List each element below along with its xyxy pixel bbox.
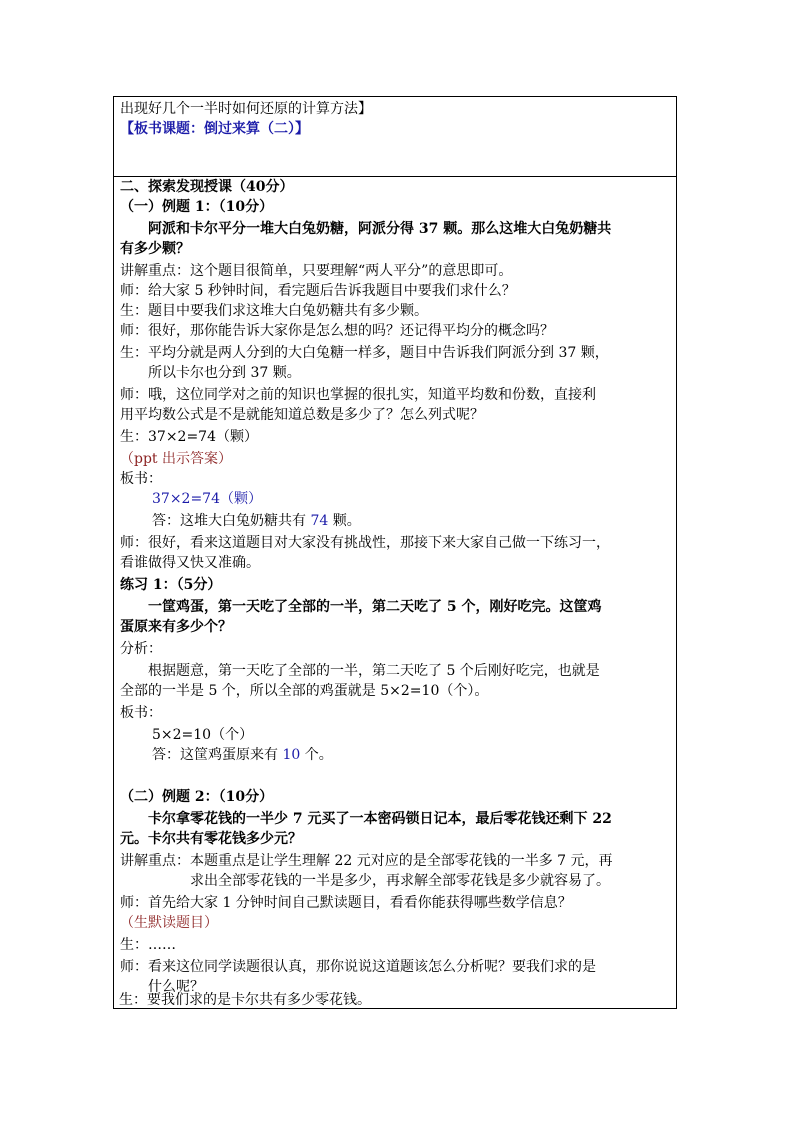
section-heading: 二、探索发现授课（40分） [120, 179, 294, 195]
example1-board-formula: 37×2=74（颗） [152, 491, 262, 507]
example2-problem-line1: 卡尔拿零花钱的一半少 7 元买了一本密码锁日记本，最后零花钱还剩下 22 [148, 811, 612, 827]
example1-problem-line2: 有多少颗？ [120, 241, 190, 257]
example2-heading: （二）例题 2：（10分） [120, 789, 274, 805]
example2-silent-read-note: （生默读题目） [120, 915, 218, 931]
exercise1-board-label: 板书： [120, 705, 162, 721]
example1-teacher-4-line1: 师：很好，看来这道题目对大家没有挑战性，那接下来大家自己做一下练习一， [120, 535, 610, 551]
example1-student-2-line1: 生：平均分就是两人分到的大白兔糖一样多，题目中告诉我们阿派分到 37 颗， [120, 345, 609, 361]
example1-teacher-2: 师：很好，那你能告诉大家你是怎么想的吗？还记得平均分的概念吗？ [120, 323, 554, 339]
example1-student-3: 生：37×2=74（颗） [120, 429, 258, 445]
exercise1-heading: 练习 1：（5分） [120, 577, 222, 593]
example1-board-answer: 答：这堆大白兔奶糖共有 74 颗。 [152, 513, 361, 529]
exercise1-analysis-line2: 全部的一半是 5 个，所以全部的鸡蛋就是 5×2=10（个）。 [120, 683, 489, 699]
example1-student-1: 生：题目中要我们求这堆大白兔奶糖共有多少颗。 [120, 303, 428, 319]
example2-student-1: 生：…… [120, 937, 176, 953]
example1-teacher-1: 师：给大家 5 秒钟时间，看完题后告诉我题目中要我们求什么？ [120, 283, 516, 299]
exercise1-problem-line2: 蛋原来有多少个？ [120, 619, 232, 635]
example1-key-point: 讲解重点：这个题目很简单，只要理解“两人平分”的意思即可。 [120, 263, 513, 279]
example2-teacher-2-line1: 师：看来这位同学读题很认真，那你说说这道题该怎么分析呢？要我们求的是 [120, 959, 596, 975]
exercise1-analysis-label: 分析： [120, 641, 162, 657]
exercise1-board-formula: 5×2=10（个） [152, 727, 254, 743]
example2-key-point-line2: 求出全部零花钱的一半是多少，再求解全部零花钱是多少就容易了。 [190, 873, 610, 889]
exercise1-board-answer: 答：这筐鸡蛋原来有 10 个。 [152, 747, 333, 763]
example1-teacher-3-line1: 师：哦，这位同学对之前的知识也掌握的很扎实，知道平均数和份数，直接利 [120, 387, 596, 403]
example2-problem-line2: 元。卡尔共有零花钱多少元？ [120, 831, 302, 847]
ppt-note: （ppt 出示答案） [120, 451, 232, 467]
intro-cell [114, 97, 676, 177]
example1-teacher-4-line2: 看谁做得又快又准确。 [120, 555, 260, 571]
lesson-table [113, 96, 677, 1009]
exercise1-problem-line1: 一筐鸡蛋，第一天吃了全部的一半，第二天吃了 5 个，刚好吃完。这筐鸡 [148, 599, 602, 615]
content-cell [114, 177, 676, 1008]
example1-teacher-3-line2: 用平均数公式是不是就能知道总数是多少了？怎么列式呢？ [120, 407, 484, 423]
example2-teacher-1: 师：首先给大家 1 分钟时间自己默读题目，看看你能获得哪些数学信息？ [120, 895, 572, 911]
board-title: 【板书课题：倒过来算（二）】 [120, 121, 309, 137]
exercise1-analysis-line1: 根据题意，第一天吃了全部的一半，第二天吃了 5 个后刚好吃完，也就是 [148, 663, 600, 679]
example1-board-label: 板书： [120, 471, 162, 487]
example2-key-point-line1: 讲解重点：本题重点是让学生理解 22 元对应的是全部零花钱的一半多 7 元，再 [120, 853, 613, 869]
intro-line: 出现好几个一半时如何还原的计算方法】 [120, 101, 372, 117]
example1-student-2-line2: 所以卡尔也分到 37 颗。 [148, 365, 301, 381]
example1-heading: （一）例题 1：（10分） [120, 199, 274, 215]
example1-problem-line1: 阿派和卡尔平分一堆大白兔奶糖，阿派分得 37 颗。那么这堆大白兔奶糖共 [148, 221, 612, 237]
example2-student-2: 生：要我们求的是卡尔共有多少零花钱。 [119, 992, 371, 1008]
example2-teacher-2-line2: 什么呢？ [148, 979, 204, 995]
